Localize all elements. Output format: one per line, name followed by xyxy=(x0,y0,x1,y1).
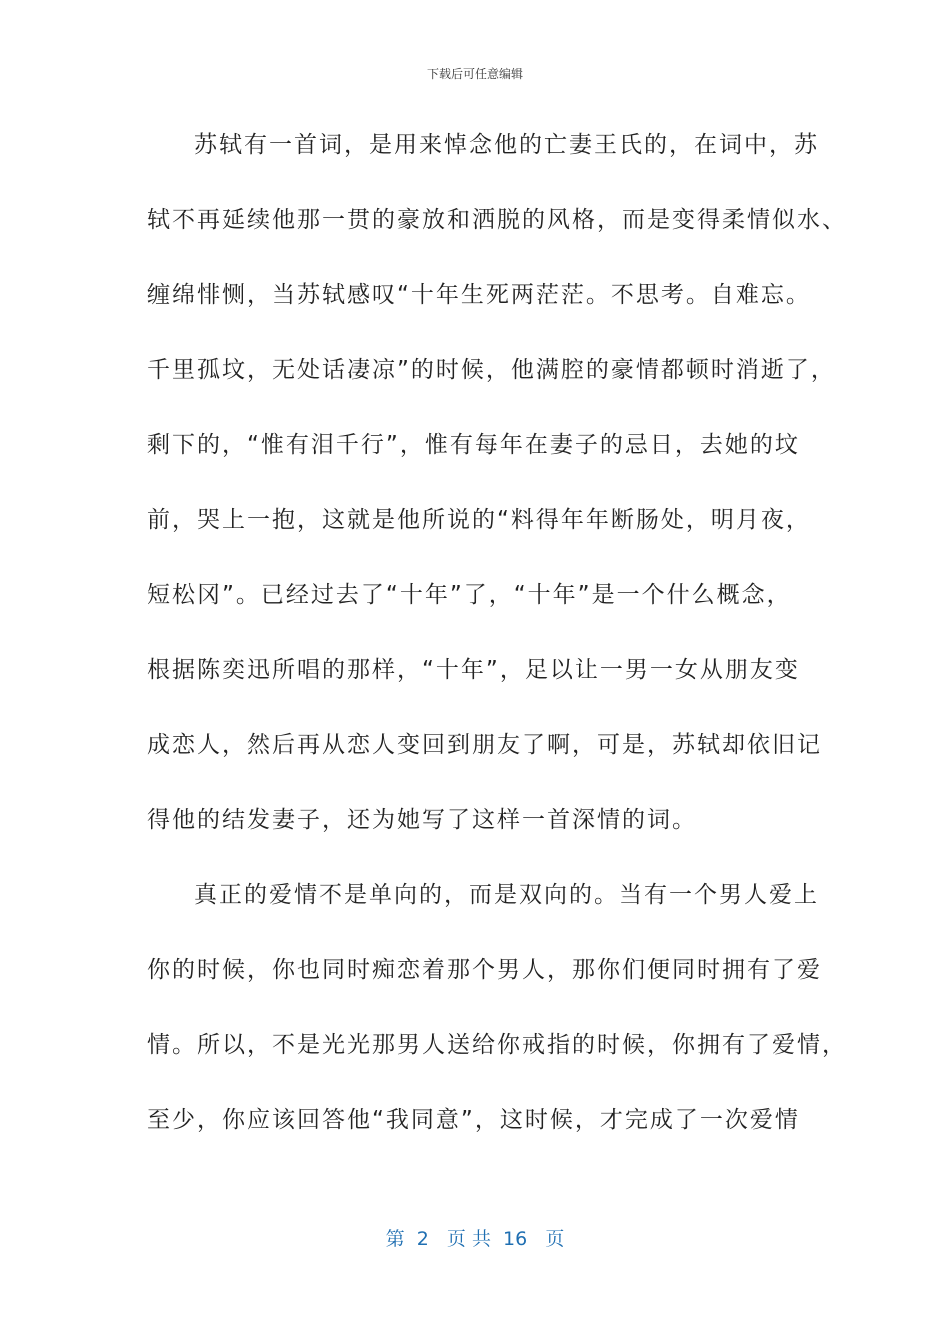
document-body xyxy=(147,123,847,1173)
text-line: 前，哭上一抱，这就是他所说的“料得年年断肠处，明月夜， xyxy=(147,507,811,533)
text-line: 至少，你应该回答他“我同意”，这时候，才完成了一次爱情 xyxy=(147,1107,800,1133)
text-line: 成恋人，然后再从恋人变回到朋友了啊，可是，苏轼却依旧记 xyxy=(147,732,822,758)
text-line: 真正的爱情不是单向的，而是双向的。当有一个男人爱上 xyxy=(194,882,819,908)
text-line: 情。所以，不是光光那男人送给你戒指的时候，你拥有了爱情， xyxy=(147,1032,847,1058)
text-line: 缠绵悱恻，当苏轼感叹“十年生死两茫茫。不思考。自难忘。 xyxy=(147,282,811,308)
text-line: 你的时候，你也同时痴恋着那个男人，那你们便同时拥有了爱 xyxy=(147,957,822,983)
text-line: 千里孤坟，无处话凄凉”的时候，他满腔的豪情都顿时消逝了， xyxy=(147,357,836,383)
page-footer: 第 2 页 共 16 页 xyxy=(385,1228,565,1250)
page-header: 下载后可任意编辑 xyxy=(426,67,523,81)
text-line: 剩下的，“惟有泪千行”，惟有每年在妻子的忌日，去她的坟 xyxy=(147,432,800,458)
text-line: 得他的结发妻子，还为她写了这样一首深情的词。 xyxy=(147,807,697,833)
text-line: 苏轼有一首词，是用来悼念他的亡妻王氏的，在词中，苏 xyxy=(194,132,819,158)
text-line: 轼不再延续他那一贯的豪放和洒脱的风格，而是变得柔情似水、 xyxy=(147,207,847,233)
paragraph xyxy=(147,123,847,873)
text-line: 短松冈”。已经过去了“十年”了，“十年”是一个什么概念， xyxy=(147,582,792,608)
text-line: 根据陈奕迅所唱的那样，“十年”，足以让一男一女从朋友变 xyxy=(147,657,800,683)
paragraph xyxy=(147,873,847,1173)
